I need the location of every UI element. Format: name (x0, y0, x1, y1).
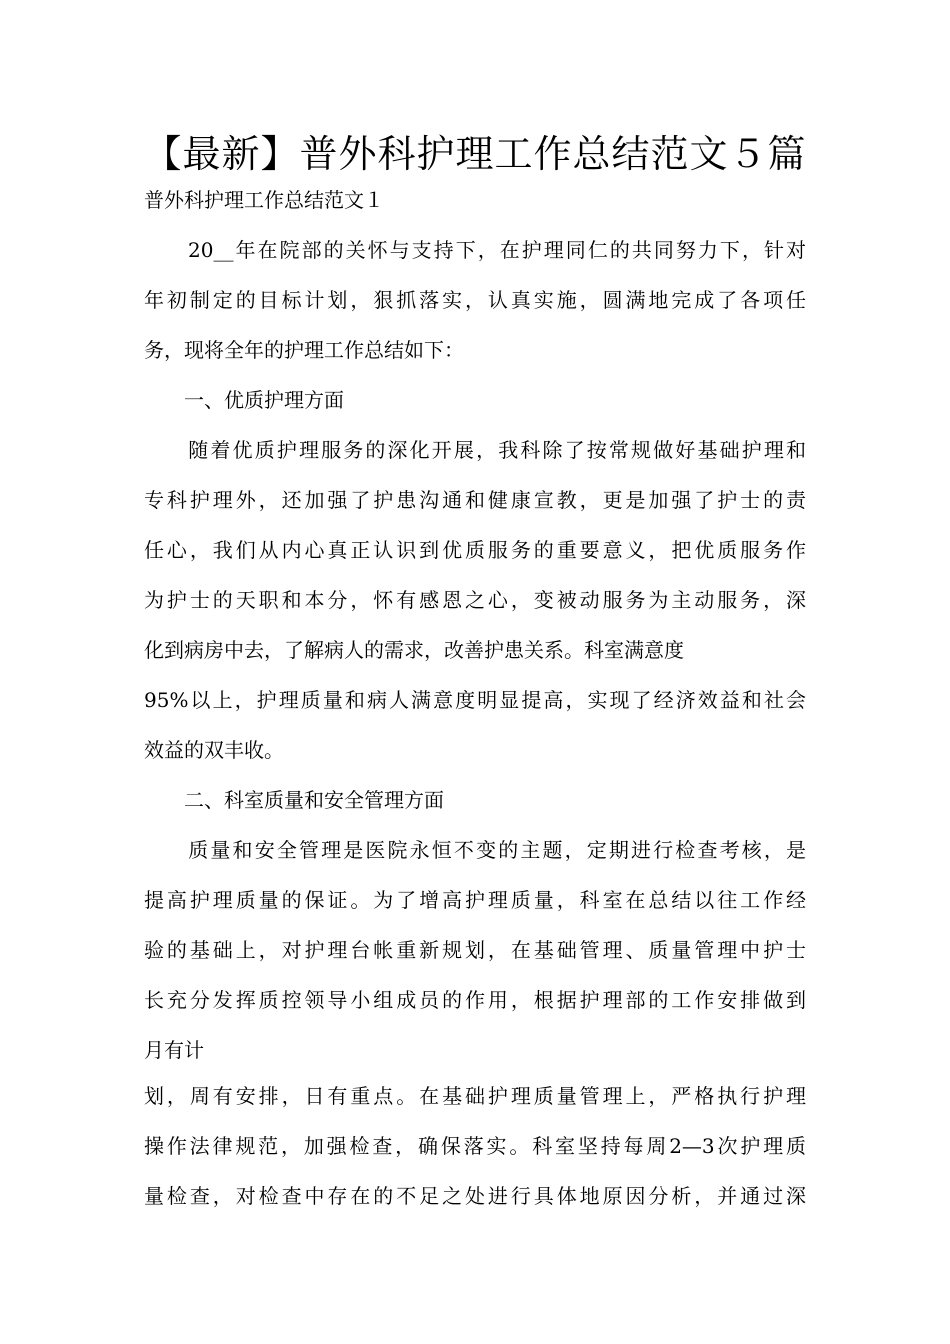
paragraph-line: 95%以上，护理质量和病人满意度明显提高，实现了经济效益和社会 (144, 688, 806, 712)
paragraph-line: 务，现将全年的护理工作总结如下： (144, 338, 464, 362)
paragraph-line: 化到病房中去，了解病人的需求，改善护患关系。科室满意度 (144, 638, 684, 662)
paragraph-line: 量检查，对检查中存在的不足之处进行具体地原因分析，并通过深 (144, 1184, 806, 1208)
paragraph-line: 任心，我们从内心真正认识到优质服务的重要意义，把优质服务作 (144, 538, 806, 562)
paragraph-line: 随着优质护理服务的深化开展，我科除了按常规做好基础护理和 (144, 438, 806, 462)
paragraph-line: 效益的双丰收。 (144, 738, 284, 762)
paragraph-line: 20__年在院部的关怀与支持下，在护理同仁的共同努力下，针对 (144, 238, 806, 262)
paragraph-line: 月有计 (144, 1038, 204, 1062)
paragraph-line: 质量和安全管理是医院永恒不变的主题，定期进行检查考核，是 (144, 838, 806, 862)
paragraph-line: 专科护理外，还加强了护患沟通和健康宣教，更是加强了护士的责 (144, 488, 806, 512)
paragraph-line: 为护士的天职和本分，怀有感恩之心，变被动服务为主动服务，深 (144, 588, 806, 612)
paragraph-line: 年初制定的目标计划，狠抓落实，认真实施，圆满地完成了各项任 (144, 288, 806, 312)
section-heading: 一、优质护理方面 (144, 388, 344, 412)
section-subtitle: 普外科护理工作总结范文１ (144, 188, 384, 212)
paragraph-line: 长充分发挥质控领导小组成员的作用，根据护理部的工作安排做到 (144, 988, 806, 1012)
document-title: 【最新】普外科护理工作总结范文５篇 (143, 132, 807, 176)
section-heading: 二、科室质量和安全管理方面 (144, 788, 444, 812)
paragraph-line: 验的基础上，对护理台帐重新规划，在基础管理、质量管理中护士 (144, 938, 806, 962)
paragraph-line: 操作法律规范，加强检查，确保落实。科室坚持每周2—3次护理质 (144, 1134, 806, 1158)
paragraph-line: 划，周有安排，日有重点。在基础护理质量管理上，严格执行护理 (144, 1084, 806, 1108)
paragraph-line: 提高护理质量的保证。为了增高护理质量，科室在总结以往工作经 (144, 888, 806, 912)
